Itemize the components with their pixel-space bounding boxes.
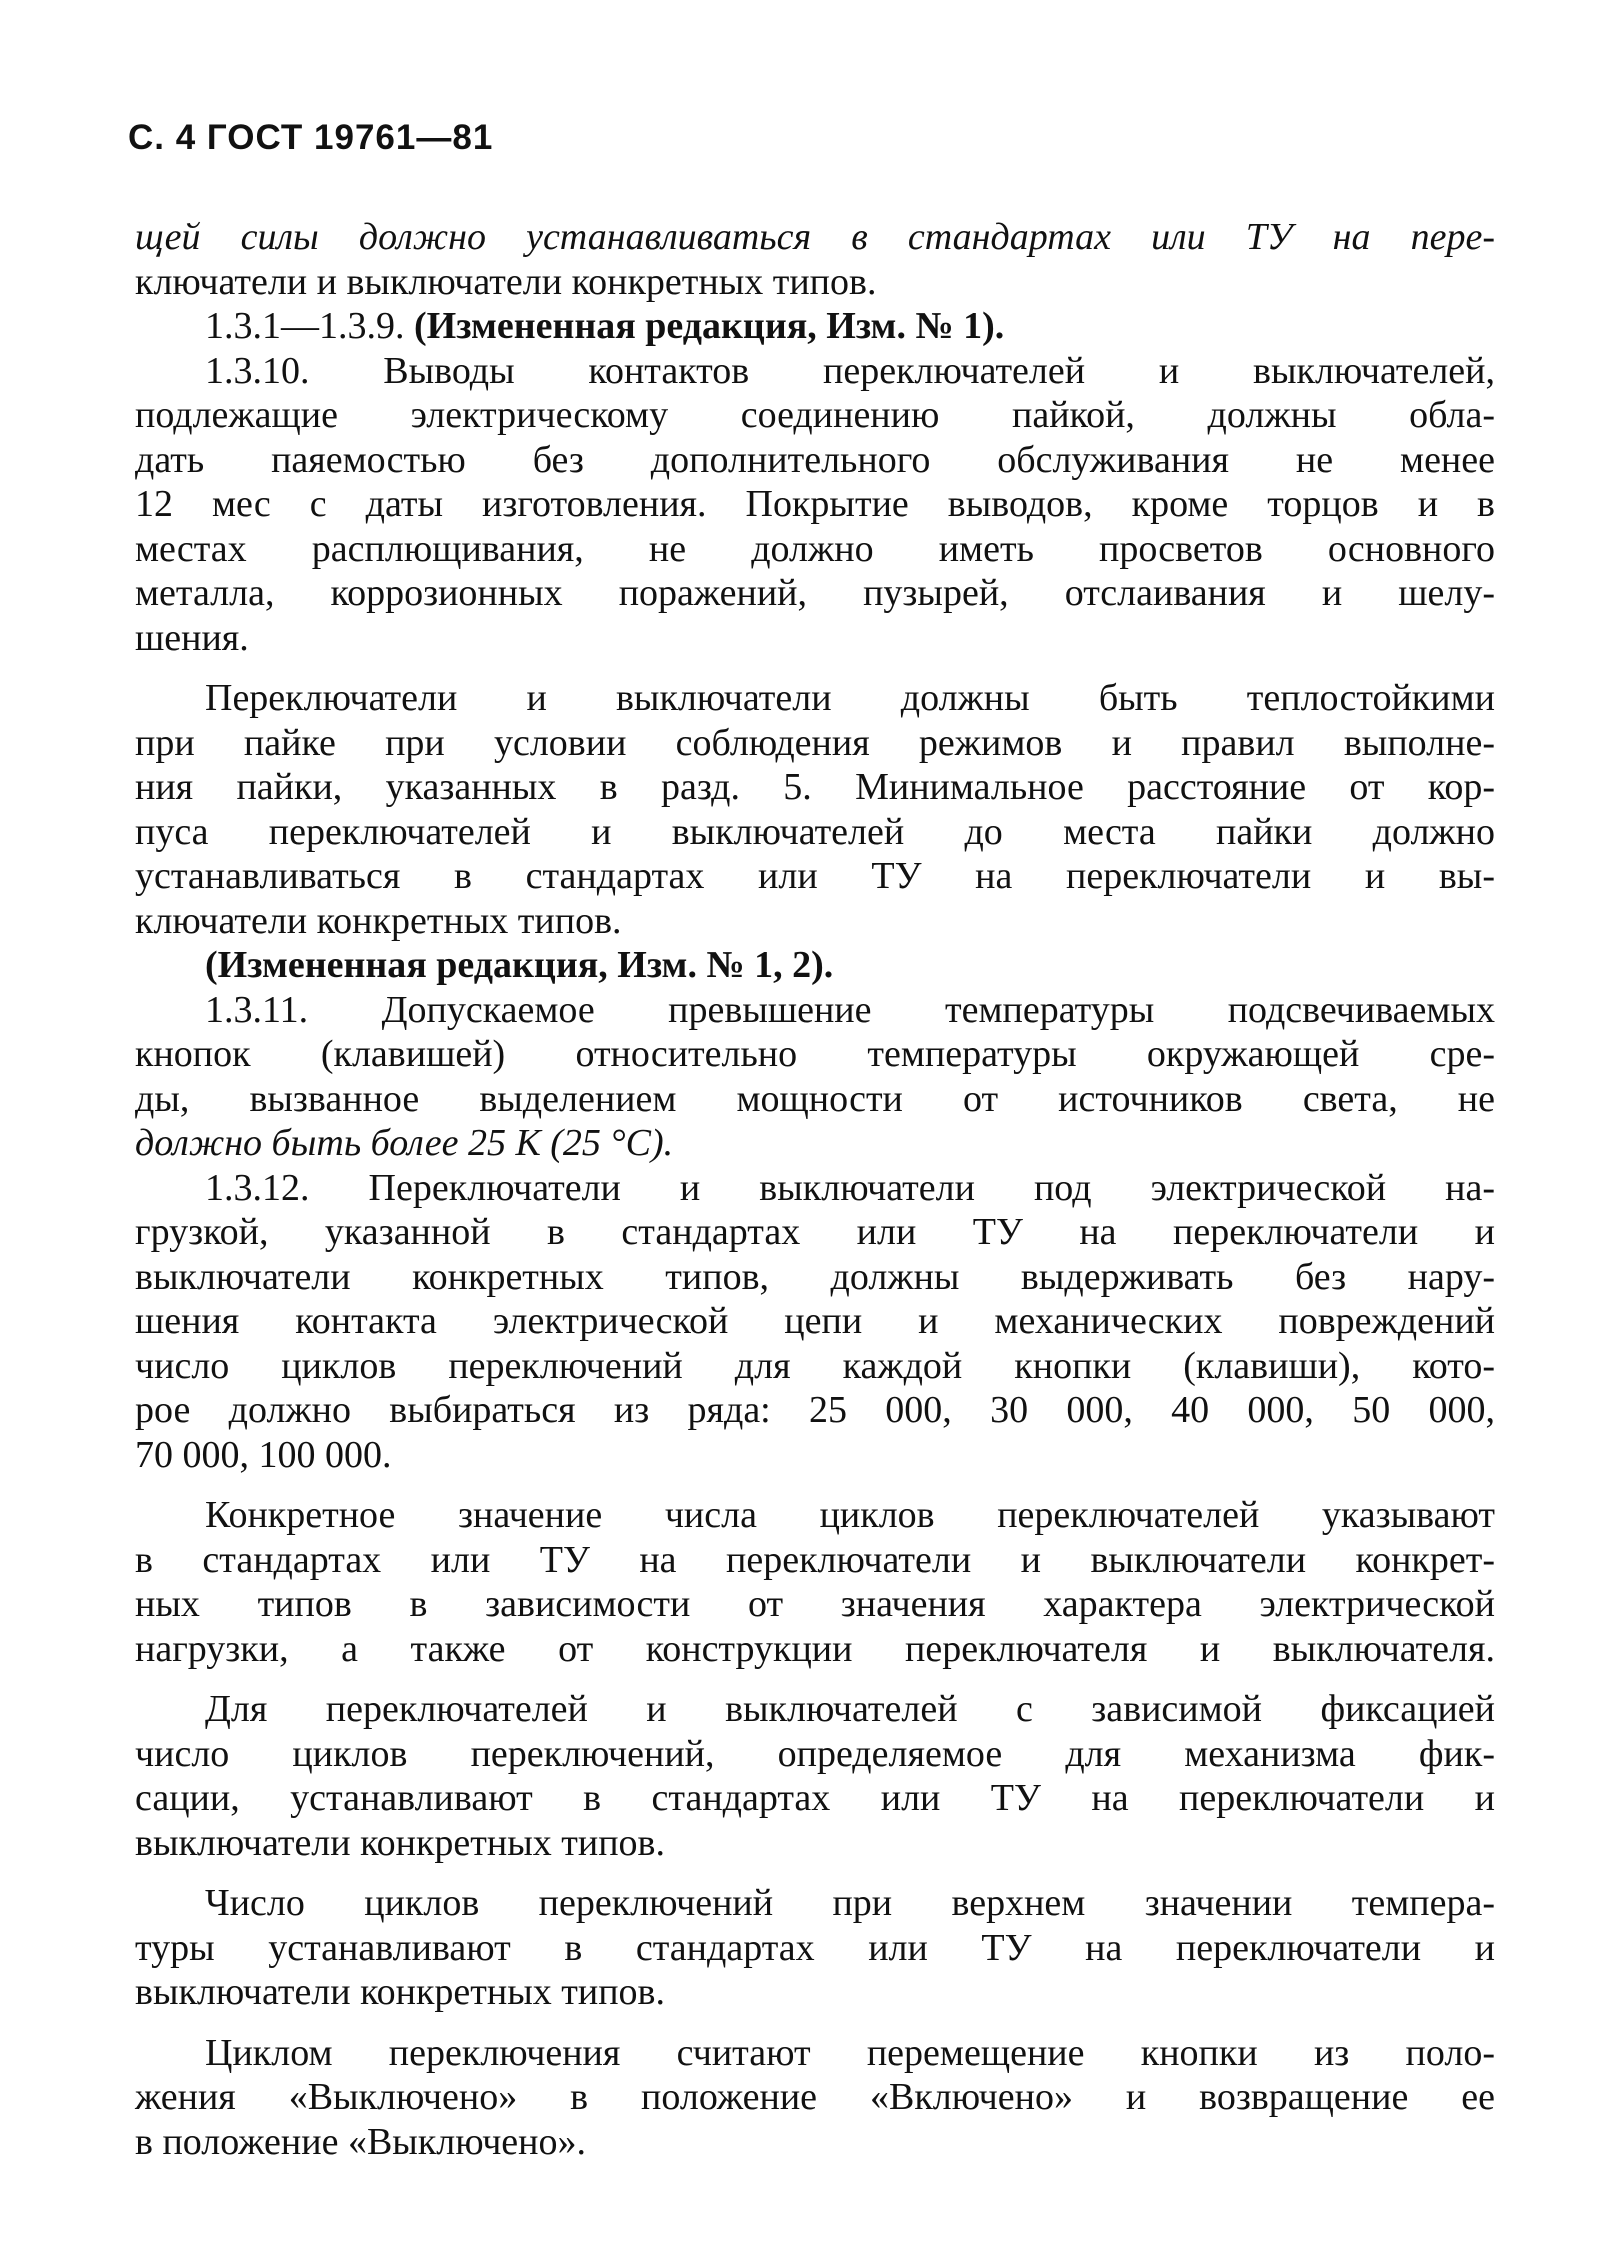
text-line: при пайке при условии соблюдения режимов и правил выполне-: [135, 721, 1495, 764]
document-body: [135, 215, 1495, 2164]
text-line: Циклом переключения считают перемещение кнопки из поло-: [205, 2031, 1495, 2074]
paragraph-dependent-fixation: [135, 1687, 1495, 1865]
text-line: Для переключателей и выключателей с зависимой фиксацией: [205, 1688, 1495, 1730]
clause-number: 1.3.1—1.3.9.: [205, 305, 405, 347]
text-line: в положение «Выключено».: [135, 2120, 587, 2163]
text-line: число циклов переключений, определяемое для механизма фик-: [135, 1732, 1495, 1775]
text-line: ных типов в зависимости от значения характера электрической: [135, 1583, 1495, 1625]
text-line: рое должно выбираться из ряда: 25 000, 30 000, 40 000, 50 000,: [135, 1389, 1495, 1431]
text-line: металла, коррозионных поражений, пузырей, отслаивания и шелу-: [135, 572, 1495, 614]
paragraph-1-3-11: [135, 988, 1495, 1166]
paragraph-upper-temperature: [135, 1881, 1495, 2015]
text-line: кнопок (клавишей) относительно температуры окружающей сре-: [135, 1033, 1495, 1075]
amendment-note: (Измененная редакция, Изм. № 1).: [414, 305, 1005, 347]
text-line: сации, устанавливают в стандартах или ТУ на переключатели и: [135, 1777, 1495, 1819]
text-line: число циклов переключений для каждой кнопки (клавиши), кото-: [135, 1344, 1495, 1387]
text-line: ключатели и выключатели конкретных типов.: [135, 260, 877, 303]
text-line: грузкой, указанной в стандартах или ТУ на переключатели и: [135, 1211, 1495, 1253]
amendment-note: (Измененная редакция, Изм. № 1, 2).: [205, 944, 834, 986]
paragraph-cycle-value: [135, 1493, 1495, 1671]
text-line: жения «Выключено» в положение «Включено» и возвращение ее: [135, 2076, 1495, 2118]
text-line: 1.3.10. Выводы контактов переключателей и выключателей,: [205, 349, 1495, 392]
text-line: 1.3.12. Переключатели и выключатели под электрической на-: [205, 1166, 1495, 1209]
page-header: С. 4 ГОСТ 19761—81: [128, 118, 494, 157]
paragraph-1-3-12: [135, 1166, 1495, 1478]
text-line: 1.3.11. Допускаемое превышение температуры подсвечиваемых: [205, 988, 1495, 1031]
text-line: Число циклов переключений при верхнем значении темпера-: [205, 1882, 1495, 1924]
text-line: туры устанавливают в стандартах или ТУ на переключатели и: [135, 1926, 1495, 1969]
text-line: ния пайки, указанных в разд. 5. Минимальное расстояние от кор-: [135, 766, 1495, 808]
text-line: должно быть более 25 К (25 °С).: [135, 1122, 674, 1164]
text-line: ды, вызванное выделением мощности от источников света, не: [135, 1077, 1495, 1120]
text-line: 70 000, 100 000.: [135, 1433, 392, 1476]
text-line: Переключатели и выключатели должны быть теплостойкими: [205, 677, 1495, 719]
text-line: 12 мес с даты изготовления. Покрытие выводов, кроме торцов и в: [135, 483, 1495, 525]
text-line: щей силы должно устанавливаться в стандартах или ТУ на пере-: [135, 216, 1495, 258]
paragraph-amendment-1-3-1: [135, 304, 1495, 349]
text-line: нагрузки, а также от конструкции переключателя и выключателя.: [135, 1627, 1495, 1670]
text-line: пуса переключателей и выключателей до места пайки должно: [135, 810, 1495, 853]
text-line: устанавливаться в стандартах или ТУ на переключатели и вы-: [135, 855, 1495, 897]
text-line: шения.: [135, 616, 249, 659]
text-line: подлежащие электрическому соединению пайкой, должны обла-: [135, 394, 1495, 436]
text-line: местах расплющивания, не должно иметь просветов основного: [135, 527, 1495, 570]
paragraph-continuation: [135, 215, 1495, 304]
text-line: шения контакта электрической цепи и механических повреждений: [135, 1300, 1495, 1342]
text-line: Конкретное значение числа циклов переключателей указывают: [205, 1494, 1495, 1536]
text-line: выключатели конкретных типов, должны выдерживать без нару-: [135, 1255, 1495, 1298]
text-line: в стандартах или ТУ на переключатели и выключатели конкрет-: [135, 1538, 1495, 1581]
text-line: выключатели конкретных типов.: [135, 1971, 665, 2013]
paragraph-cycle-definition: [135, 2031, 1495, 2165]
text-line: ключатели конкретных типов.: [135, 899, 622, 942]
paragraph-heat-resistance: [135, 676, 1495, 943]
text-line: выключатели конкретных типов.: [135, 1821, 665, 1864]
paragraph-1-3-10: [135, 349, 1495, 661]
paragraph-amendment-1-2: [135, 943, 1495, 988]
text-line: дать паяемостью без дополнительного обслуживания не менее: [135, 438, 1495, 481]
